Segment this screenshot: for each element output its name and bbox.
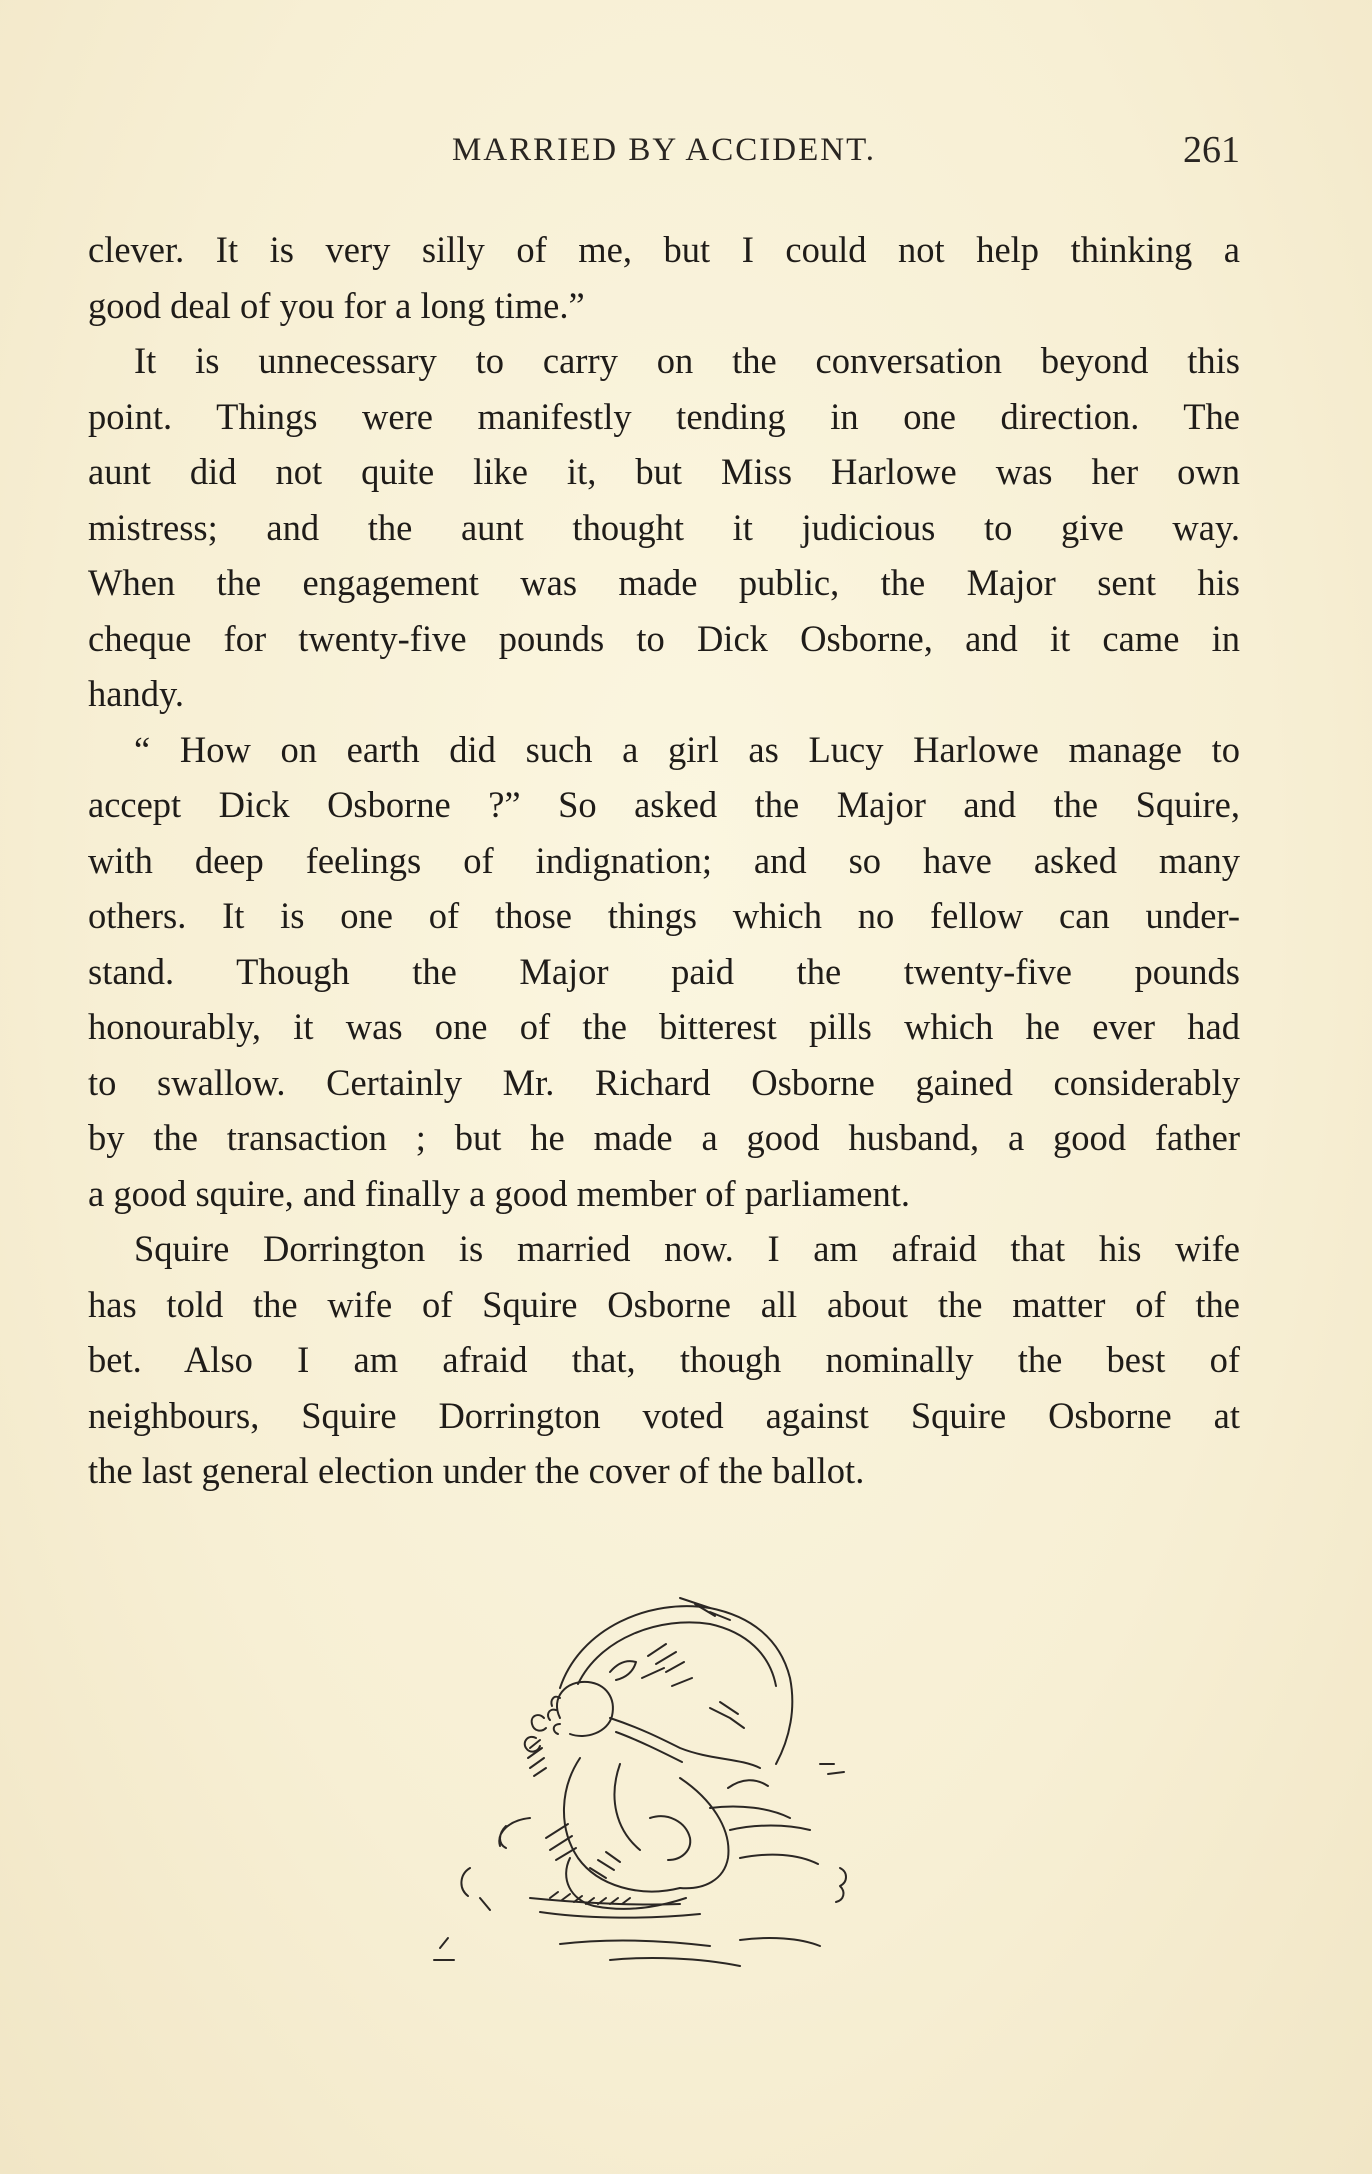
text-line: aunt did not quite like it, but Miss Harlowe was her own xyxy=(88,451,1240,492)
text-line: Squire Dorrington is married now. I am afraid that his wife xyxy=(134,1228,1240,1269)
text-line: stand. Though the Major paid the twenty-five pounds xyxy=(88,950,1240,992)
text-line: cheque for twenty-five pounds to Dick Osborne, and it came in xyxy=(88,617,1240,659)
text-line: a good squire, and finally a good member of parliament. xyxy=(88,1172,911,1214)
running-title: MARRIED BY ACCIDENT. xyxy=(451,132,877,168)
text-line: bet. Also I am afraid that, though nominally the best of xyxy=(88,1339,1240,1380)
text-line: neighbours, Squire Dorrington voted against Squire Osborne at xyxy=(88,1394,1240,1436)
body-text xyxy=(88,222,1240,1499)
text-line: with deep feelings of indignation; and so have asked many xyxy=(88,839,1240,881)
text-line: handy. xyxy=(88,673,184,714)
text-line: to swallow. Certainly Mr. Richard Osborne gained considerably xyxy=(88,1061,1240,1103)
running-head xyxy=(88,128,1240,178)
text-line: mistress; and the aunt thought it judicious to give way. xyxy=(88,506,1240,548)
text-line: When the engagement was made public, the Major sent his xyxy=(88,562,1240,603)
text-line: It is unnecessary to carry on the conversation beyond this xyxy=(134,340,1240,381)
text-line: good deal of you for a long time.” xyxy=(88,284,585,326)
page-number: 261 xyxy=(1183,129,1240,171)
text-line: has told the wife of Squire Osborne all about the matter of the xyxy=(88,1283,1240,1325)
text-line: others. It is one of those things which no fellow can under- xyxy=(88,895,1240,936)
text-line: by the transaction ; but he made a good husband, a good father xyxy=(88,1117,1240,1158)
cupid-sleeping-on-clouds-illustration xyxy=(410,1568,930,1988)
text-line: the last general election under the cover of the ballot. xyxy=(88,1450,865,1491)
text-line: “ How on earth did such a girl as Lucy Harlowe manage to xyxy=(134,728,1240,770)
text-line: clever. It is very silly of me, but I could not help thinking a xyxy=(88,229,1240,270)
text-line: honourably, it was one of the bitterest pills which he ever had xyxy=(88,1006,1240,1047)
text-line: accept Dick Osborne ?” So asked the Major and the Squire, xyxy=(88,784,1240,825)
text-line: point. Things were manifestly tending in one direction. The xyxy=(88,395,1240,437)
